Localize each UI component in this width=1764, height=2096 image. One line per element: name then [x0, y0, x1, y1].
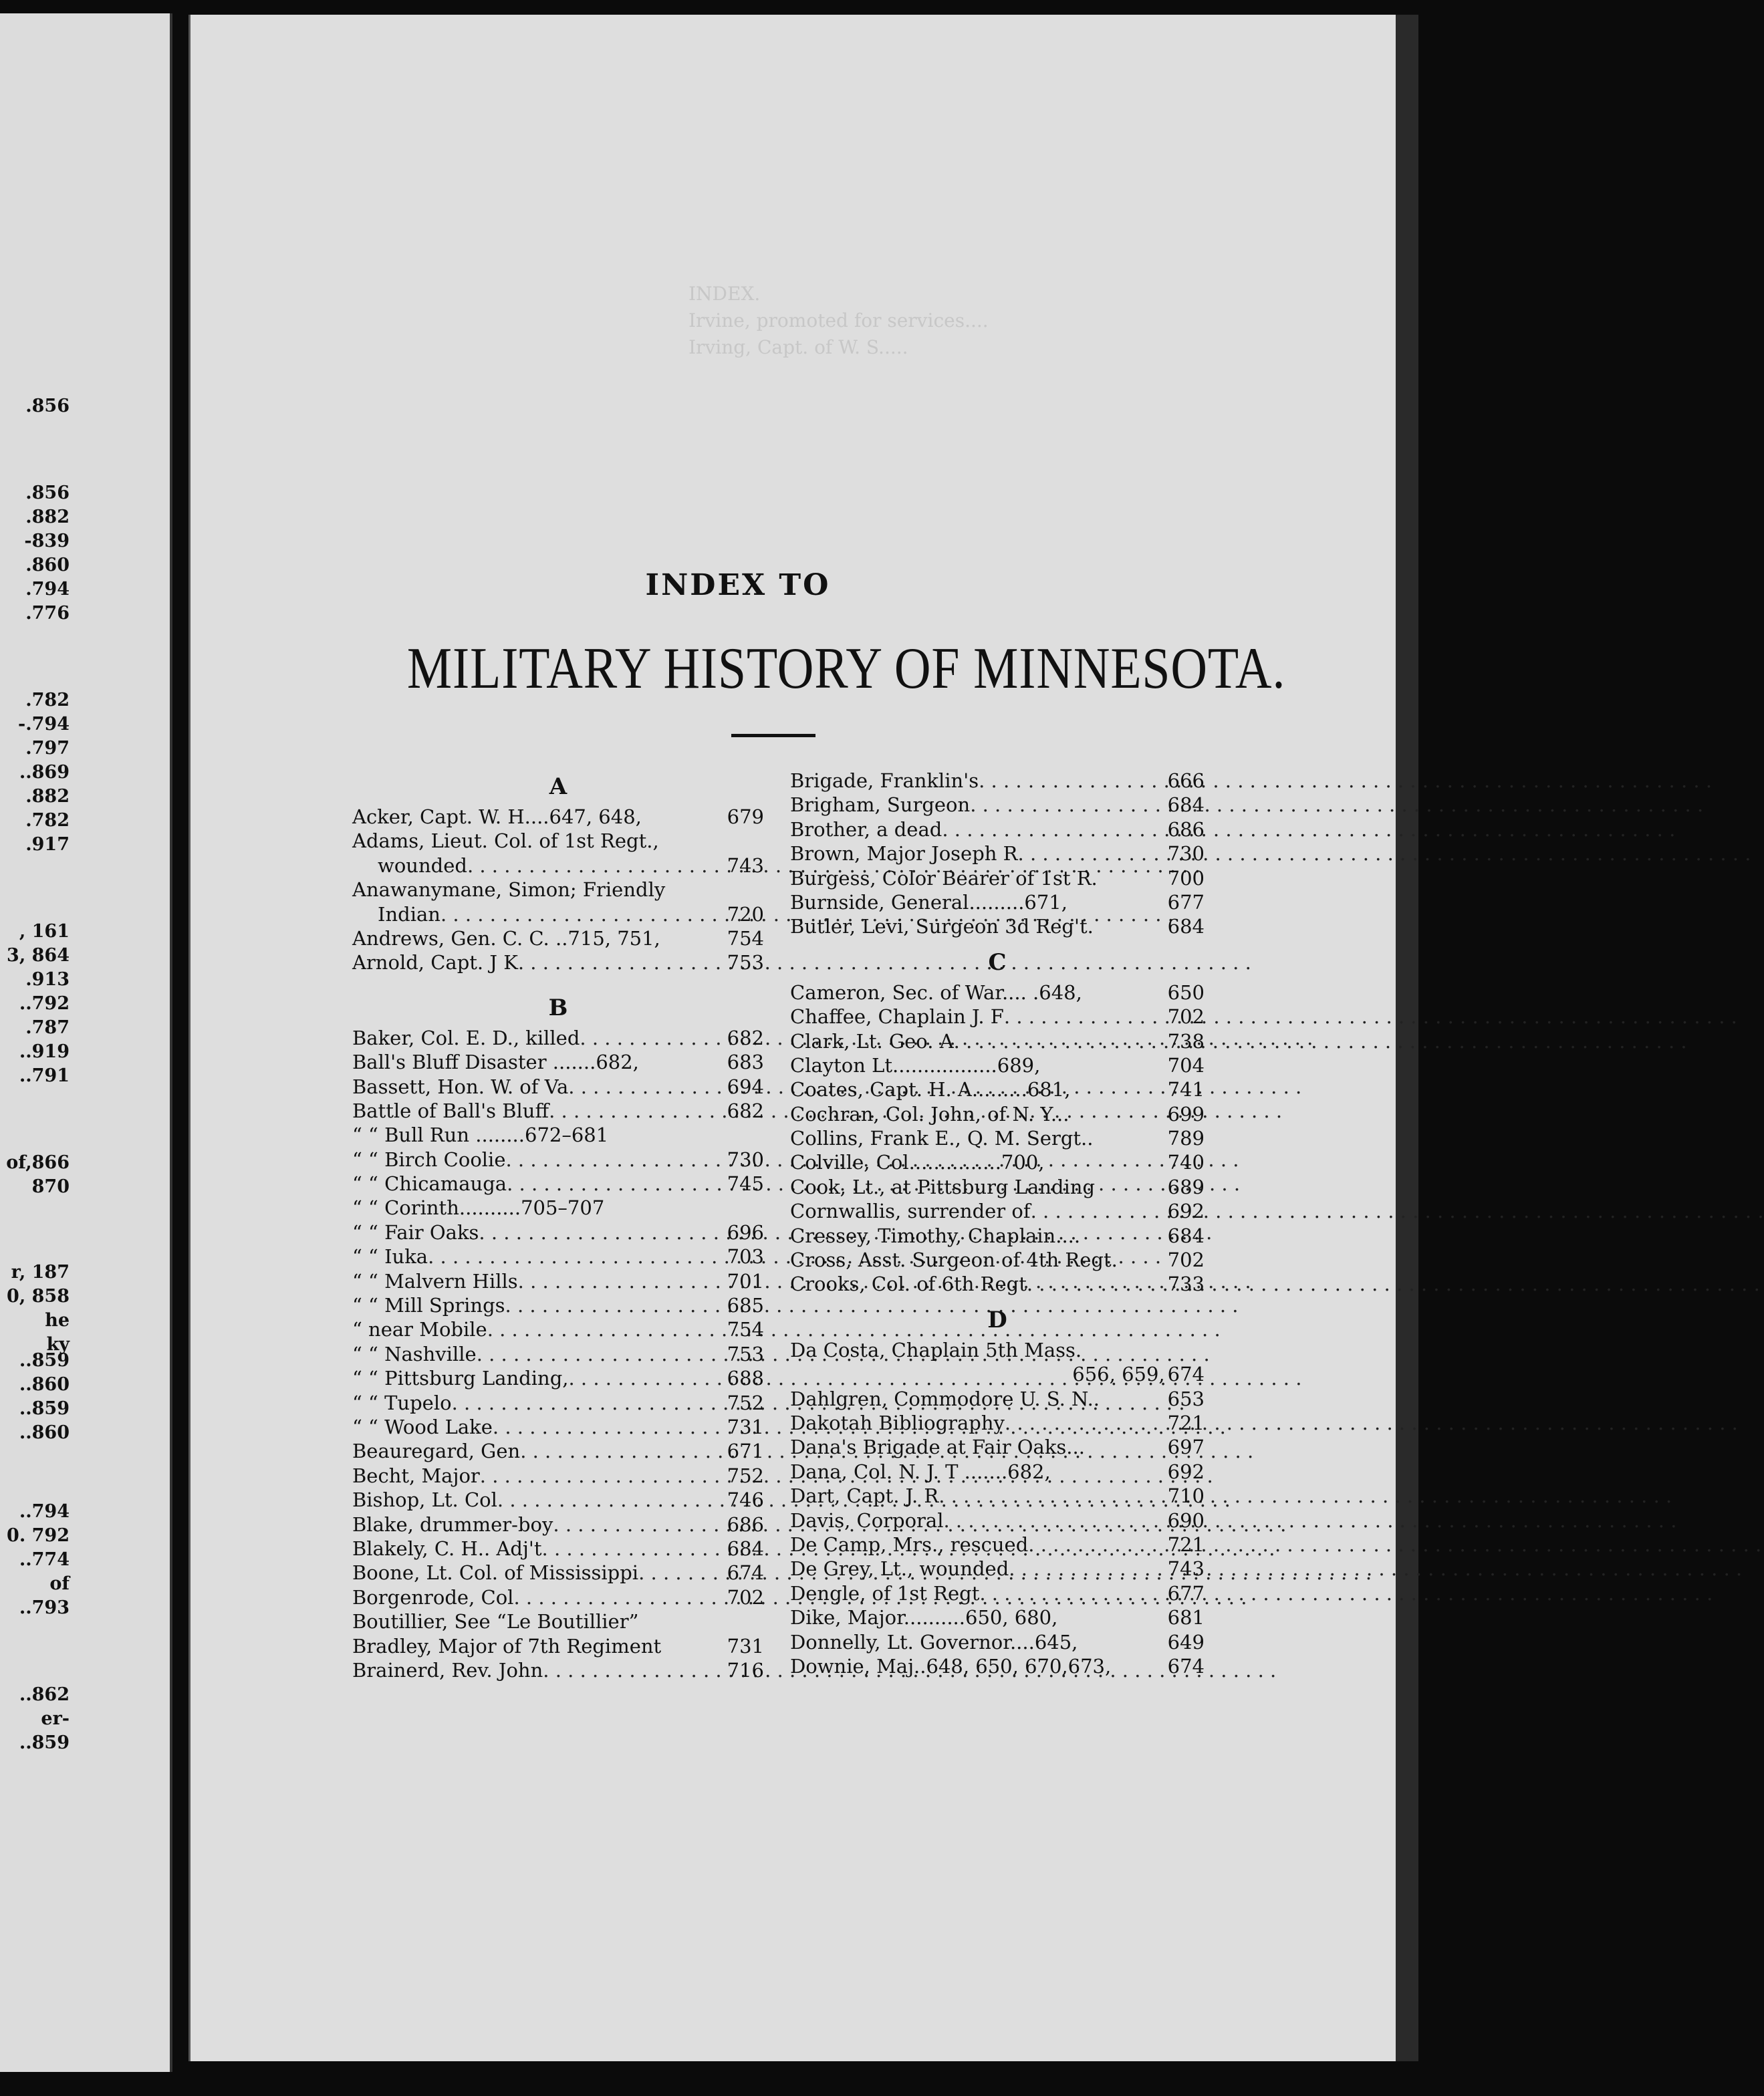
entries-a: [352, 805, 764, 975]
leader-dots: [505, 1293, 725, 1317]
index-entry-page: 721: [1167, 1411, 1205, 1434]
index-entry: [790, 1175, 1205, 1199]
leader-dots: [942, 817, 1164, 841]
index-entry: [790, 793, 1205, 817]
index-entry: [790, 866, 1205, 890]
previous-page-fragment-text: .856: [25, 483, 70, 503]
previous-page-fragment-text: ..793: [19, 1597, 70, 1618]
index-entry: [790, 1362, 1205, 1386]
section-heading-c: C: [988, 948, 1007, 976]
previous-page-fragment-text: he: [45, 1310, 70, 1331]
index-entry-text: 656, 659,: [1072, 1363, 1165, 1386]
section-heading-a: A: [549, 773, 568, 800]
index-entry-text: Davis, Corporal: [790, 1509, 944, 1532]
index-entry: [790, 1224, 1205, 1248]
leader-dots: [543, 1658, 724, 1682]
index-entry-text: Burgess, Color Bearer of 1st R.: [790, 866, 1098, 890]
index-entry-text: “ “ Tupelo: [352, 1391, 452, 1414]
index-entry: [790, 1150, 1205, 1174]
index-entry: [352, 1464, 764, 1488]
index-entry-page: 789: [1167, 1127, 1205, 1150]
index-entry-text: “ “ Pittsburg Landing,: [352, 1367, 569, 1390]
index-entry: [352, 1415, 764, 1439]
index-entry-page: 677: [1167, 890, 1205, 914]
previous-page-fragment-text: ..794: [19, 1501, 70, 1522]
index-entry-text: Acker, Capt. W. H....647, 648,: [352, 805, 642, 828]
index-entry: [352, 1513, 764, 1537]
index-entry-page: 674: [1167, 1363, 1205, 1386]
leader-dots: [1009, 1557, 1164, 1581]
index-entry-page: 702: [727, 1585, 764, 1609]
leader-dots: [507, 1172, 725, 1196]
index-entry: [790, 1029, 1205, 1053]
section-heading-b: B: [548, 994, 568, 1021]
index-entry: [352, 1099, 764, 1123]
index-entry-text: Coates, Capt. H. A.........681,: [790, 1078, 1071, 1101]
index-entry: [790, 1338, 1205, 1362]
index-entry-page: 733: [1167, 1273, 1205, 1296]
leader-dots: [477, 1342, 725, 1366]
index-entry-page: 753: [727, 951, 764, 974]
index-entry-page: 731: [727, 1634, 764, 1658]
previous-page-fragment-text: .797: [25, 738, 70, 759]
index-entry: [790, 1460, 1205, 1484]
index-title-small: INDEX TO: [645, 568, 831, 602]
index-entry-page: 721: [1167, 1533, 1205, 1556]
index-entry-text: “ “ Mill Springs: [352, 1294, 505, 1317]
index-entry-page: 684: [727, 1537, 764, 1560]
index-entry: [790, 1605, 1205, 1629]
section-heading-d: D: [987, 1306, 1007, 1333]
index-entry: [790, 1199, 1205, 1223]
index-entry: [352, 1609, 764, 1633]
previous-page-fragment-text: .913: [25, 969, 70, 990]
index-entry-page: 686: [1167, 817, 1205, 841]
previous-page-fragment-text: .860: [25, 555, 70, 575]
index-column-left: [352, 769, 764, 1682]
previous-page-fragment-text: ..791: [19, 1065, 70, 1086]
index-entry-text: Borgenrode, Col: [352, 1585, 514, 1609]
leader-dots: [1027, 1272, 1165, 1296]
index-entry-text: “ “ Nashville: [352, 1342, 477, 1365]
previous-page-fragment-text: er-: [41, 1708, 70, 1729]
index-entry-page: 701: [727, 1269, 764, 1293]
previous-page-fragment-text: ..860: [19, 1374, 70, 1395]
index-entry: [790, 1581, 1205, 1605]
index-entry-page: 753: [727, 1342, 764, 1365]
index-entry-text: Bassett, Hon. W. of Va: [352, 1075, 569, 1098]
index-entry-page: 692: [1167, 1200, 1205, 1223]
index-entry-text: Beauregard, Gen: [352, 1440, 521, 1463]
previous-page-fragment-text: ..860: [19, 1422, 70, 1443]
leader-dots: [1005, 1411, 1165, 1435]
index-entry-page: 653: [1167, 1387, 1205, 1410]
index-entry-text: Downie, Maj..648, 650, 670,673,: [790, 1654, 1112, 1678]
previous-page-fragment-text: .787: [25, 1017, 70, 1038]
leader-dots: [568, 1366, 724, 1390]
entries-b-continued: [790, 769, 1205, 939]
index-entry-page: 674: [727, 1561, 764, 1585]
previous-page-fragment-text: ..862: [19, 1684, 70, 1705]
index-entry-text: Chaffee, Chaplain J. F: [790, 1005, 1004, 1029]
index-entry-text: Burnside, General.........671,: [790, 890, 1067, 914]
index-entry-text: Brainerd, Rev. John: [352, 1658, 543, 1682]
previous-page-fragment-text: 3, 864: [7, 945, 70, 966]
bleed-through-text: INDEX. Irvine, promoted for services.... Irving, Capt. of W. S.....: [688, 283, 989, 358]
previous-page-fragment-text: ..869: [19, 762, 70, 783]
index-entry-page: 674: [1167, 1654, 1205, 1678]
index-entry-page: 690: [1167, 1509, 1205, 1532]
entries-c: [790, 980, 1205, 1297]
index-entry: [352, 1123, 764, 1147]
entries-d: [790, 1338, 1205, 1678]
index-entry-text: Da Costa, Chaplain 5th Mass.: [790, 1338, 1082, 1361]
index-entry-text: Blake, drummer-boy: [352, 1513, 553, 1536]
index-entry: [352, 926, 764, 950]
index-entry-text: Cross, Asst. Surgeon of 4th Regt.: [790, 1249, 1118, 1272]
index-entry: [352, 1317, 764, 1341]
index-entry-text: Donnelly, Lt. Governor....645,: [790, 1630, 1078, 1654]
leader-dots: [487, 1317, 725, 1341]
index-entry-text: Ball's Bluff Disaster .......682,: [352, 1051, 639, 1074]
leader-dots: [580, 1026, 724, 1050]
index-entry-page: 730: [727, 1148, 764, 1171]
index-entry-page: 752: [727, 1391, 764, 1414]
index-entry-page: 699: [1167, 1102, 1205, 1126]
index-entry-page: 704: [1167, 1053, 1205, 1077]
index-entry-page: 741: [1167, 1078, 1205, 1101]
index-entry-text: “ “ Corinth..........705–707: [352, 1196, 605, 1220]
index-entry-page: 754: [727, 1318, 764, 1341]
index-entry: [352, 1220, 764, 1244]
leader-dots: [549, 1099, 725, 1123]
leader-dots: [1028, 1533, 1164, 1557]
index-entry-text: Arnold, Capt. J K: [352, 951, 518, 974]
previous-page-fragment-text: -.794: [18, 714, 70, 735]
leader-dots: [520, 1439, 724, 1463]
index-entry: [352, 1634, 764, 1658]
leader-dots: [954, 1029, 1165, 1053]
index-entry: [352, 1585, 764, 1609]
index-entry-text: Brown, Major Joseph R: [790, 842, 1018, 866]
leader-dots: [440, 902, 725, 926]
previous-page-fragment: [0, 13, 172, 2072]
index-entry: [790, 1126, 1205, 1150]
index-entry-text: “ “ Iuka: [352, 1245, 428, 1269]
index-entry: [790, 1248, 1205, 1272]
index-entry: [790, 1509, 1205, 1533]
index-entry: [352, 1172, 764, 1196]
index-entry-text: Dengle, of 1st Regt: [790, 1581, 980, 1605]
index-entry-page: 754: [727, 926, 764, 950]
index-entry-text: Brigham, Surgeon: [790, 793, 971, 817]
index-entry: [790, 1435, 1205, 1459]
index-entry-text: “ “ Birch Coolie: [352, 1148, 506, 1171]
previous-page-fragment-text: .917: [25, 834, 70, 855]
index-entry: [352, 1293, 764, 1317]
previous-page-fragment-text: ..774: [19, 1549, 70, 1570]
index-entry-text: Dakotah Bibliography: [790, 1411, 1005, 1434]
leader-dots: [568, 1075, 724, 1099]
index-entry: [790, 1411, 1205, 1435]
index-entry: [790, 890, 1205, 914]
leader-dots: [979, 1581, 1164, 1605]
previous-page-fragment-text: .782: [25, 690, 70, 710]
leader-dots: [513, 1585, 724, 1609]
leader-dots: [480, 1464, 725, 1488]
index-entry-text: Anawanymane, Simon; Friendly: [352, 878, 666, 902]
index-entry-text: Colville, Col...............700,: [790, 1151, 1045, 1174]
index-entry-page: 720: [727, 902, 764, 926]
index-entry-text: wounded: [378, 854, 467, 877]
leader-dots: [479, 1220, 724, 1244]
index-entry-page: 689: [1167, 1175, 1205, 1198]
index-entry: [790, 1272, 1205, 1296]
index-entry: [790, 1533, 1205, 1557]
index-entry: [790, 1077, 1205, 1101]
index-entry-text: Becht, Major: [352, 1464, 480, 1487]
index-entry-text: “ “ Bull Run ........672–681: [352, 1124, 609, 1147]
index-entry-page: 730: [1167, 842, 1205, 866]
index-entry-page: 682: [727, 1099, 764, 1122]
index-entry: [790, 1557, 1205, 1581]
index-entry-page: 716: [727, 1658, 764, 1682]
previous-page-fragment-text: , 161: [19, 921, 70, 942]
previous-page-fragment-text: .776: [25, 603, 70, 624]
index-entry-text: Cornwallis, surrender of: [790, 1200, 1031, 1223]
index-entry-page: 650: [1167, 980, 1205, 1004]
index-entry-page: 677: [1167, 1581, 1205, 1605]
index-entry-text: Dahlgren, Commodore U. S. N..: [790, 1387, 1100, 1410]
index-entry-page: 686: [727, 1513, 764, 1536]
index-entry-page: 746: [727, 1488, 764, 1512]
index-entry-page: 684: [1167, 915, 1205, 938]
index-entry-text: Adams, Lieut. Col. of 1st Regt.,: [352, 829, 659, 853]
leader-dots: [1031, 1199, 1165, 1223]
index-entry-page: 688: [727, 1367, 764, 1390]
previous-page-fragment-text: ..792: [19, 993, 70, 1014]
index-entry: [352, 1050, 764, 1074]
index-entry: [790, 1053, 1205, 1077]
index-entry-page: 702: [1167, 1249, 1205, 1272]
previous-page-fragment-text: 870: [31, 1176, 70, 1197]
previous-page-fragment-text: r, 187: [11, 1262, 70, 1283]
index-entry: [352, 854, 764, 878]
index-entry-page: 710: [1167, 1484, 1205, 1508]
index-entry-text: De Grey, Lt., wounded: [790, 1557, 1009, 1581]
index-entry-page: 684: [1167, 793, 1205, 817]
index-entry-text: Cook, Lt., at Pittsburg Landing: [790, 1175, 1096, 1198]
index-entry-page: 666: [1167, 769, 1205, 792]
index-entry: [352, 1342, 764, 1366]
index-entry: [352, 1366, 764, 1390]
index-entry: [790, 1630, 1205, 1654]
index-entry-page: 702: [1167, 1005, 1205, 1029]
index-entry: [790, 841, 1205, 866]
index-entry-page: 731: [727, 1415, 764, 1438]
previous-page-fragment-text: ..859: [19, 1350, 70, 1371]
index-entry-text: Clayton Lt.................689,: [790, 1053, 1041, 1077]
index-entry: [352, 1244, 764, 1269]
leader-dots: [518, 1269, 725, 1293]
leader-dots: [979, 769, 1165, 793]
index-entry-text: Blakely, C. H.. Adj't: [352, 1537, 542, 1560]
index-entry: [790, 980, 1205, 1005]
index-entry-text: Collins, Frank E., Q. M. Sergt..: [790, 1127, 1094, 1150]
index-entry-page: 671: [727, 1440, 764, 1463]
index-entry: [790, 1484, 1205, 1508]
index-entry-text: Boutillier, See “Le Boutillier”: [352, 1610, 639, 1633]
leader-dots: [1004, 1005, 1165, 1029]
index-entry-text: Butler, Levi, Surgeon 3d Reg't.: [790, 915, 1094, 938]
index-entry-text: Boone, Lt. Col. of Mississippi: [352, 1561, 639, 1585]
previous-page-fragment-text: -839: [24, 531, 70, 551]
index-entry-page: 681: [1167, 1606, 1205, 1629]
previous-page-fragment-text: .782: [25, 810, 70, 831]
index-entry-text: Cressey, Timothy, Chaplain....: [790, 1224, 1081, 1247]
index-entry: [352, 805, 764, 829]
index-column-right: [790, 769, 1205, 1678]
index-entry-text: Battle of Ball's Bluff: [352, 1099, 549, 1122]
index-entry-text: Dart, Capt. J. R: [790, 1484, 939, 1508]
index-entry-page: 683: [727, 1051, 764, 1074]
index-entry: [352, 1658, 764, 1682]
index-entry-page: 740: [1167, 1151, 1205, 1174]
previous-page-fragment-text: of: [49, 1573, 70, 1594]
previous-page-fragment-text: ky: [46, 1334, 70, 1355]
index-entry: [790, 1654, 1205, 1678]
index-entry-text: “ “ Chicamauga: [352, 1172, 507, 1196]
title-rule: [731, 734, 815, 737]
index-entry-page: 738: [1167, 1029, 1205, 1053]
index-entry-page: 692: [1167, 1460, 1205, 1483]
leader-dots: [506, 1148, 725, 1172]
leader-dots: [497, 1488, 725, 1512]
leader-dots: [452, 1391, 725, 1415]
index-entry-text: Bishop, Lt. Col: [352, 1488, 497, 1512]
index-entry-text: Brother, a dead: [790, 817, 942, 841]
index-entry: [352, 829, 764, 853]
index-entry: [790, 1005, 1205, 1029]
index-entry: [352, 902, 764, 926]
index-entry-text: Dana, Col. N. J. T .......682,: [790, 1460, 1051, 1483]
index-entry: [790, 769, 1205, 793]
index-entry-page: 752: [727, 1464, 764, 1487]
index-entry: [352, 1026, 764, 1050]
index-entry-page: 703: [727, 1245, 764, 1269]
index-entry-text: “ “ Malvern Hills: [352, 1269, 518, 1293]
entries-b: [352, 1026, 764, 1683]
index-entry: [352, 1148, 764, 1172]
index-entry: [352, 1196, 764, 1220]
index-entry: [790, 1387, 1205, 1411]
index-entry-text: Clark, Lt. Geo. A: [790, 1029, 954, 1053]
leader-dots: [553, 1513, 724, 1537]
previous-page-fragment-text: ..859: [19, 1398, 70, 1419]
index-entry-text: Baker, Col. E. D., killed: [352, 1026, 580, 1049]
index-entry-text: Crooks, Col. of 6th Regt: [790, 1273, 1027, 1296]
index-entry-page: 682: [727, 1026, 764, 1049]
previous-page-fragment-text: ..859: [19, 1732, 70, 1753]
leader-dots: [638, 1561, 725, 1585]
leader-dots: [970, 793, 1164, 817]
index-entry-text: Indian: [378, 902, 440, 926]
index-entry: [352, 1439, 764, 1463]
index-entry-text: Bradley, Major of 7th Regiment: [352, 1634, 662, 1658]
leader-dots: [542, 1537, 725, 1561]
index-entry-text: Dike, Major..........650, 680,: [790, 1606, 1058, 1629]
leader-dots: [1018, 841, 1165, 866]
previous-page-fragment-text: .794: [25, 579, 70, 600]
previous-page-fragment-text: 0, 858: [7, 1286, 70, 1307]
previous-page-fragment-text: of,866: [6, 1152, 70, 1173]
previous-page-fragment-text: .882: [25, 786, 70, 807]
index-entry: [352, 1391, 764, 1415]
leader-dots: [938, 1484, 1164, 1508]
index-entry: [352, 1269, 764, 1293]
index-entry: [790, 914, 1205, 938]
index-entry-text: Brigade, Franklin's: [790, 769, 979, 792]
index-entry-text: Cameron, Sec. of War.... .648,: [790, 980, 1082, 1004]
index-entry-page: 696: [727, 1220, 764, 1244]
previous-page-fragment-text: ..919: [19, 1041, 70, 1062]
index-entry-page: 684: [1167, 1224, 1205, 1247]
leader-dots: [467, 854, 725, 878]
leader-dots: [493, 1415, 725, 1439]
index-entry: [352, 1561, 764, 1585]
index-entry-page: 697: [1167, 1436, 1205, 1459]
index-entry-page: 743: [727, 854, 764, 877]
index-entry-text: Andrews, Gen. C. C. ..715, 751,: [352, 926, 660, 950]
index-entry: [352, 1488, 764, 1512]
index-entry: [352, 1537, 764, 1561]
index-entry-text: Dana's Brigade at Fair Oaks...: [790, 1436, 1085, 1459]
index-entry-text: “ “ Wood Lake: [352, 1415, 493, 1438]
index-entry-page: 685: [727, 1294, 764, 1317]
leader-dots: [518, 950, 725, 974]
index-entry-page: 743: [1167, 1557, 1205, 1581]
index-entry: [352, 950, 764, 974]
leader-dots: [428, 1244, 725, 1269]
previous-page-fragment-text: .882: [25, 507, 70, 527]
leader-dots: [943, 1509, 1164, 1533]
index-entry-page: 745: [727, 1172, 764, 1196]
index-entry-text: “ “ Fair Oaks: [352, 1220, 479, 1244]
index-entry-page: 649: [1167, 1630, 1205, 1654]
index-entry-page: 679: [727, 805, 764, 828]
previous-page-fragment-text: .856: [25, 396, 70, 416]
index-entry-text: Cochran, Col. John, of N. Y...: [790, 1102, 1069, 1126]
index-entry-page: 694: [727, 1075, 764, 1098]
index-entry: [352, 1075, 764, 1099]
index-entry-text: “ near Mobile: [352, 1318, 487, 1341]
index-entry: [790, 1102, 1205, 1126]
index-entry-text: De Camp, Mrs., rescued: [790, 1533, 1029, 1556]
index-entry: [790, 817, 1205, 841]
index-title-large: MILITARY HISTORY OF MINNESOTA.: [406, 636, 1286, 701]
index-entry-page: 700: [1167, 866, 1205, 890]
previous-page-fragment-text: 0. 792: [7, 1525, 70, 1546]
index-entry: [352, 878, 764, 902]
